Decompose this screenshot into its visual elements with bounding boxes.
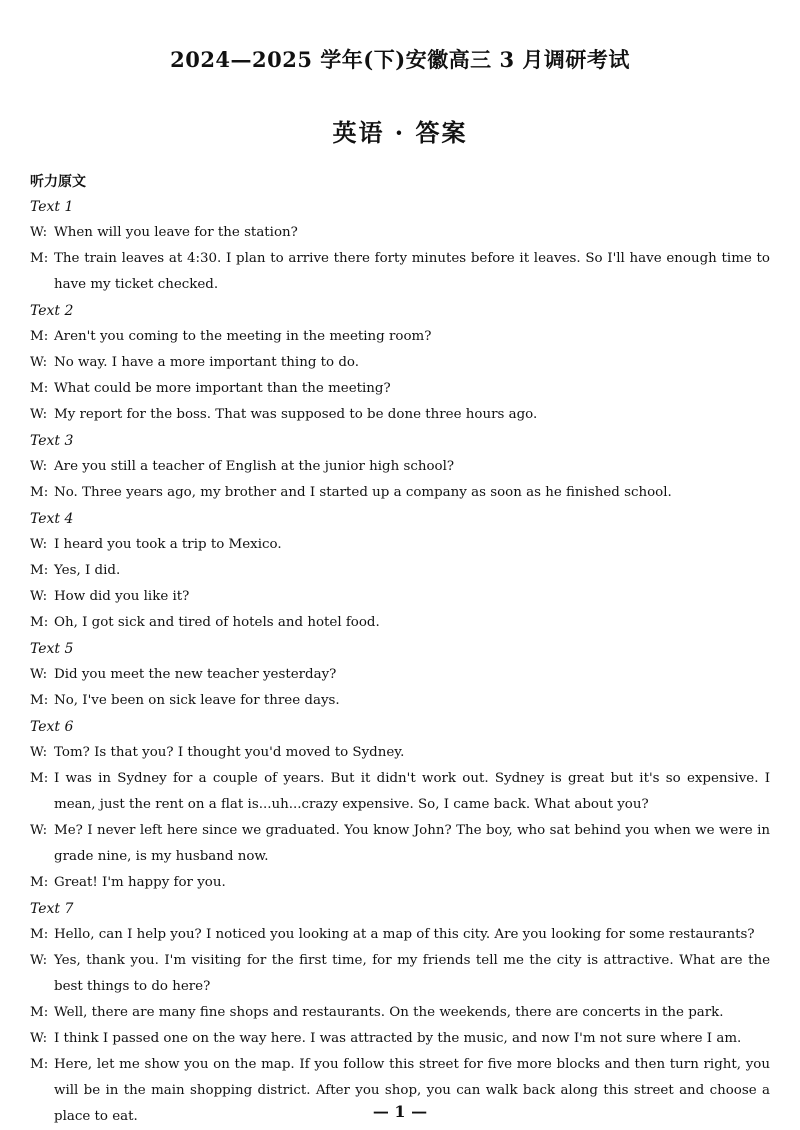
speaker-label: W: — [30, 667, 48, 682]
dialogue-text: Me? I never left here since we graduated. You know John? The boy, who sat behind you when we were in grade nine, is my husband now. — [54, 823, 770, 864]
text-block — [30, 506, 770, 636]
text-block — [30, 194, 770, 298]
dialogue-text: Did you meet the new teacher yesterday? — [54, 667, 337, 682]
dialogue-text: No. Three years ago, my brother and I started up a company as soon as he finished school. — [54, 485, 672, 500]
dialogue-line — [30, 922, 770, 948]
dialogue-text: How did you like it? — [54, 589, 190, 604]
dialogue-line — [30, 246, 770, 298]
speaker-label: W: — [30, 355, 48, 370]
speaker-label: M: — [30, 381, 49, 396]
dialogue-line — [30, 350, 770, 376]
speaker-label: M: — [30, 329, 49, 344]
speaker-label: W: — [30, 225, 48, 240]
dialogue-line — [30, 558, 770, 584]
dialogue-line — [30, 584, 770, 610]
speaker-label: M: — [30, 693, 49, 708]
dialogue-text: Yes, thank you. I'm visiting for the first time, for my friends tell me the city is attractive. What are the best things to do here? — [54, 953, 770, 994]
dialogue-text: The train leaves at 4:30. I plan to arrive there forty minutes before it leaves. So I'll have enough time to have my ticket checked. — [54, 251, 770, 292]
text-label: Text 5 — [30, 641, 74, 657]
dialogue-line — [30, 220, 770, 246]
dialogue-line — [30, 324, 770, 350]
text-block — [30, 896, 770, 1130]
dialogue-line — [30, 610, 770, 636]
text-block — [30, 714, 770, 896]
dialogue-text: No, I've been on sick leave for three days. — [54, 693, 340, 708]
dialogue-line — [30, 818, 770, 870]
dialogue-text: Well, there are many fine shops and restaurants. On the weekends, there are concerts in the park. — [54, 1005, 724, 1020]
dialogue-text: Aren't you coming to the meeting in the meeting room? — [54, 329, 432, 344]
dialogue-line — [30, 532, 770, 558]
text-block — [30, 298, 770, 428]
speaker-label: W: — [30, 745, 48, 760]
listening-transcript — [30, 194, 770, 1130]
speaker-label: W: — [30, 1031, 48, 1046]
dialogue-text: Oh, I got sick and tired of hotels and hotel food. — [54, 615, 380, 630]
speaker-label: W: — [30, 537, 48, 552]
page-number: — 1 — — [372, 1102, 428, 1121]
speaker-label: M: — [30, 251, 49, 266]
dialogue-text: My report for the boss. That was supposed to be done three hours ago. — [54, 407, 538, 422]
text-label: Text 4 — [30, 511, 74, 527]
dialogue-text: Great! I'm happy for you. — [54, 875, 226, 890]
dialogue-line — [30, 766, 770, 818]
speaker-label: M: — [30, 927, 49, 942]
text-label: Text 1 — [30, 199, 74, 215]
text-label: Text 2 — [30, 303, 74, 319]
speaker-label: M: — [30, 875, 49, 890]
speaker-label: W: — [30, 407, 48, 422]
speaker-label: M: — [30, 1057, 49, 1072]
dialogue-line — [30, 1000, 770, 1026]
dialogue-text: I heard you took a trip to Mexico. — [54, 537, 282, 552]
dialogue-line — [30, 870, 770, 896]
dialogue-text: I think I passed one on the way here. I was attracted by the music, and now I'm not sure where I am. — [54, 1031, 742, 1046]
text-label: Text 3 — [30, 433, 74, 449]
speaker-label: M: — [30, 563, 49, 578]
text-label: Text 6 — [30, 719, 74, 735]
text-block — [30, 636, 770, 714]
speaker-label: W: — [30, 589, 48, 604]
dialogue-line — [30, 740, 770, 766]
dialogue-text: No way. I have a more important thing to do. — [54, 355, 359, 370]
dialogue-text: I was in Sydney for a couple of years. But it didn't work out. Sydney is great but it's so expensive. I mean, just the rent on a flat is...uh...crazy expensive. So, I came back. What about you? — [54, 771, 770, 812]
exam-title: 2024—2025 学年(下)安徽高三 3 月调研考试 — [170, 47, 630, 72]
speaker-label: W: — [30, 459, 48, 474]
dialogue-text: Here, let me show you on the map. If you follow this street for five more blocks and then turn right, you will be in the main shopping district. After you shop, you can walk back along this street and choose a place to eat. — [54, 1057, 770, 1124]
dialogue-text: When will you leave for the station? — [54, 225, 298, 240]
section-heading: 听力原文 — [30, 174, 86, 190]
dialogue-line — [30, 454, 770, 480]
dialogue-line — [30, 948, 770, 1000]
dialogue-line — [30, 662, 770, 688]
speaker-label: M: — [30, 1005, 49, 1020]
text-block — [30, 428, 770, 506]
dialogue-line — [30, 402, 770, 428]
dialogue-text: Yes, I did. — [54, 563, 121, 578]
speaker-label: W: — [30, 823, 48, 838]
speaker-label: W: — [30, 953, 48, 968]
dialogue-line — [30, 480, 770, 506]
speaker-label: M: — [30, 615, 49, 630]
dialogue-line — [30, 688, 770, 714]
dialogue-line — [30, 1026, 770, 1052]
dialogue-text: What could be more important than the meeting? — [54, 381, 391, 396]
text-label: Text 7 — [30, 901, 74, 917]
speaker-label: M: — [30, 485, 49, 500]
dialogue-text: Hello, can I help you? I noticed you looking at a map of this city. Are you looking for some restaurants? — [54, 927, 755, 942]
dialogue-text: Tom? Is that you? I thought you'd moved to Sydney. — [54, 745, 405, 760]
speaker-label: M: — [30, 771, 49, 786]
dialogue-line — [30, 376, 770, 402]
subject-title: 英语 · 答案 — [332, 118, 468, 147]
dialogue-text: Are you still a teacher of English at the junior high school? — [54, 459, 455, 474]
